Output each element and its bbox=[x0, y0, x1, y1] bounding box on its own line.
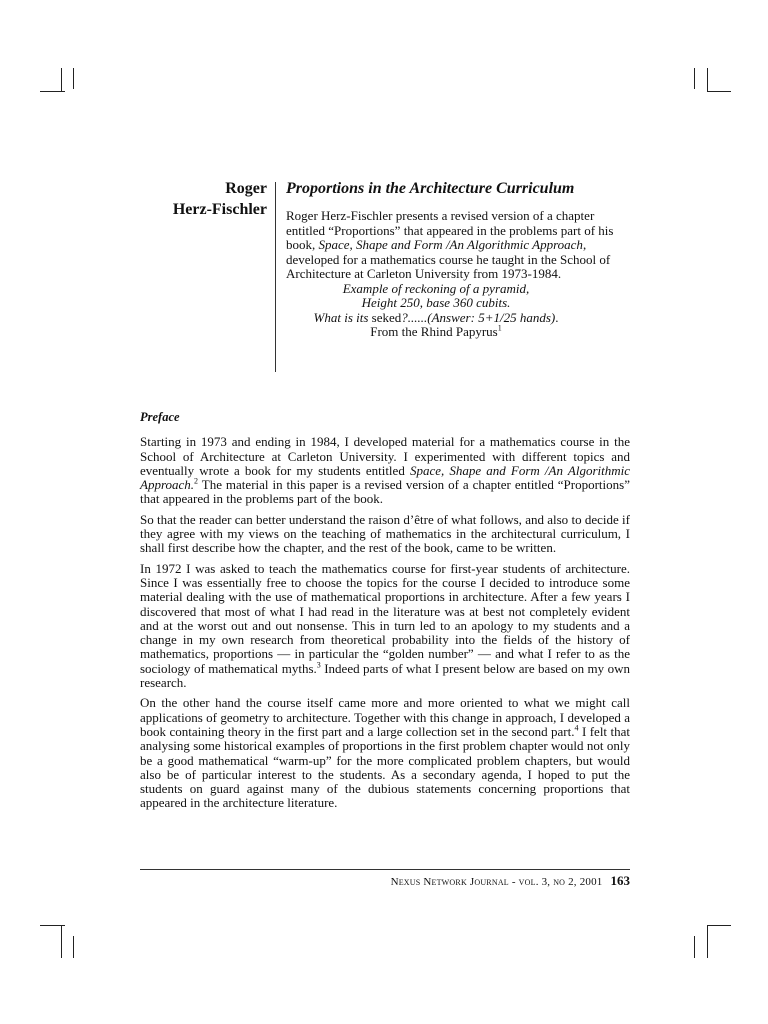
intro-paragraph: Roger Herz-Fischler presents a revised version of a chapter entitled “Proportions” that appeared in the problems part of his book, Space, Shape and Form /An Algorithmic Approach, developed for a mathematics course he taught in the School of Architecture at Carleton University from 1973-1984. bbox=[286, 208, 614, 281]
paragraph-4: On the other hand the course itself came more and more oriented to what we might call applications of geometry to architecture. Together with this change in approach, I developed a book containing theory in the first part and a large collection set in the second part.$^4$ I felt that analysing some historical examples of proportions in the first problem chapter would not only be a good mathematical “warm-up” for the more complicated problem chapters, but would also be of particular interest to the students. As a secondary agenda, I hoped to put the students on guard against many of the dubious statements concerning proportions that appeared in the architecture literature. bbox=[140, 695, 630, 811]
vertical-divider bbox=[275, 182, 276, 372]
journal-citation: Nexus Network Journal - vol. 3, no 2, 2001 bbox=[390, 876, 603, 888]
epigraph-line-2: Height 250, base 360 cubits. bbox=[361, 295, 511, 310]
article-title: Proportions in the Architecture Curriculum bbox=[286, 180, 575, 197]
author-first-name: Roger bbox=[225, 180, 267, 197]
footnote-ref-3: 3 bbox=[316, 660, 321, 670]
page-number: 163 bbox=[610, 873, 630, 888]
article-body bbox=[140, 410, 630, 817]
epigraph-source: From the Rhind Papyrus$^1$ bbox=[370, 323, 502, 339]
page-footer bbox=[140, 873, 630, 889]
footnote-ref-2: 2 bbox=[194, 476, 199, 486]
epigraph-line-3: What is its seked?......(Answer: 5+1/25 hands). bbox=[313, 309, 559, 325]
book-title-inline: Space, Shape and Form /An Algorithmic Approach. bbox=[140, 462, 630, 493]
footer-rule bbox=[140, 869, 630, 870]
footnote-ref-4: 4 bbox=[574, 723, 579, 733]
epigraph-line-1: Example of reckoning of a pyramid, bbox=[342, 280, 530, 296]
epigraph bbox=[286, 282, 586, 340]
paragraph-2: So that the reader can better understand the raison d’être of what follows, and also to decide if they agree with my views on the teaching of mathematics in the architectural curriculum, I shall first describe how the chapter, and the rest of the book, came to be written. bbox=[140, 511, 630, 556]
book-title: Space, Shape and Form /An Algorithmic Approach bbox=[318, 237, 583, 252]
author-name bbox=[140, 178, 267, 220]
paragraph-1: Starting in 1973 and ending in 1984, I developed material for a mathematics course in the School of Architecture at Carleton University. I experimented with different topics and eventually wrote a book for my students entitled Space, Shape and Form /An Algorithmic Approach.$^2$ The material in this paper is a revised version of a chapter entitled “Proportions” that appeared in the problems part of the book. bbox=[140, 434, 630, 507]
paragraph-3: In 1972 I was asked to teach the mathematics course for first-year students of architecture. Since I was essentially free to choose the topics for the course I decided to introduce some material dealing with the use of mathematical proportions in architecture. After a few years I discovered that most of what I had read in the literature was at best not completely evident and at the worst out and out nonsense. This in turn led to an apology to my students and a change in my own research from theoretical probability into the fields of the history of mathematics, proportions — in particular the “golden number” — and what I refer to as the sociology of mathematical myths.$^3$ Indeed parts of what I present below are based on my own research. bbox=[140, 560, 630, 691]
author-last-name: Herz-Fischler bbox=[172, 201, 267, 218]
section-heading-preface: Preface bbox=[140, 410, 180, 424]
abstract-block bbox=[286, 178, 626, 340]
footnote-ref-1: 1 bbox=[497, 323, 502, 333]
